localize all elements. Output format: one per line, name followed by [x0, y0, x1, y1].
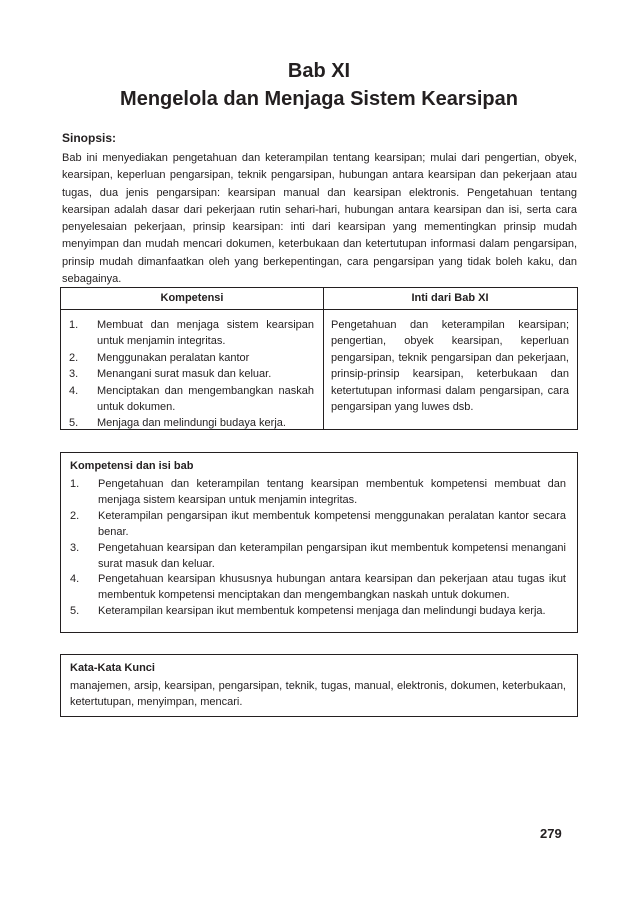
item-text: Keterampilan kearsipan ikut membentuk kompetensi menjaga dan melindungi budaya kerja. — [98, 605, 546, 618]
item-text: Menangani surat masuk dan keluar. — [97, 368, 272, 381]
synopsis-label: Sinopsis: — [62, 131, 117, 145]
list-item — [70, 541, 566, 573]
item-number: 1. — [69, 319, 79, 331]
header-inti: Inti dari Bab XI — [411, 292, 489, 304]
box-title: Kompetensi dan isi bab — [70, 460, 194, 472]
item-text: Membuat dan menjaga sistem kearsipan untuk menjamin integritas. — [97, 319, 314, 348]
keywords-text: manajemen, arsip, kearsipan, pengarsipan, teknik, tugas, manual, elektronis, dokumen, keterbukaan, ketertutupan, menyimpan, mencari. — [70, 680, 566, 708]
list-item — [69, 366, 314, 382]
item-text: Keterampilan pengarsipan ikut membentuk kompetensi menggunakan peralatan kantor secara benar. — [98, 509, 566, 538]
page-number: 279 — [540, 826, 562, 841]
table-header — [61, 288, 577, 310]
list-item — [70, 572, 566, 604]
item-number: 2. — [69, 351, 79, 364]
item-number: 2. — [70, 509, 80, 522]
kompetensi-isi-list — [70, 477, 566, 620]
list-item — [69, 350, 314, 366]
list-item — [70, 477, 566, 509]
item-number: 3. — [69, 368, 79, 381]
chapter-number: Bab XI — [287, 60, 351, 82]
kompetensi-table — [60, 287, 578, 430]
item-text: Pengetahuan kearsipan khususnya hubungan antara kearsipan dan pekerjaan atau tugas ikut membentuk kompetensi menciptakan dan mengembangkan naskah untuk dokumen. — [98, 573, 566, 602]
list-item — [70, 509, 566, 541]
kompetensi-list — [69, 317, 314, 432]
list-item — [69, 317, 314, 350]
chapter-title: Mengelola dan Menjaga Sistem Kearsipan — [120, 88, 518, 110]
item-text: Menggunakan peralatan kantor — [97, 351, 250, 364]
item-text: Menjaga dan melindungi budaya kerja. — [97, 417, 286, 430]
kompetensi-isi-box — [60, 452, 578, 633]
item-number: 4. — [69, 384, 79, 397]
box-title: Kata-Kata Kunci — [70, 662, 155, 674]
list-item — [69, 415, 314, 431]
item-number: 4. — [70, 573, 80, 586]
item-number: 5. — [69, 417, 79, 430]
item-text: Pengetahuan dan keterampilan tentang kearsipan membentuk kompetensi membuat dan menjaga sistem kearsipan untuk menjamin integritas. — [98, 478, 566, 506]
item-number: 3. — [70, 541, 80, 554]
kata-kunci-box — [60, 654, 578, 717]
item-number: 1. — [70, 478, 80, 490]
inti-text: Pengetahuan dan keterampilan kearsipan; pengertian, obyek kearsipan, keperluan pengarsipan, teknik pengarsipan dan pekerjaan, prinsip-prinsip kearsipan, keterbukaan dan ketertutupan informasi dalam pengarsipan, cara pengarsipan yang luwes dsb. — [331, 319, 569, 414]
column-divider — [323, 288, 324, 429]
item-number: 5. — [70, 605, 80, 618]
item-text: Menciptakan dan mengembangkan naskah untuk dokumen. — [97, 384, 314, 414]
item-text: Pengetahuan kearsipan dan keterampilan pengarsipan ikut membentuk kompetensi menangani surat masuk dan keluar. — [98, 541, 566, 570]
header-kompetensi: Kompetensi — [160, 292, 224, 304]
list-item — [69, 383, 314, 416]
synopsis-text: Bab ini menyediakan pengetahuan dan keterampilan tentang kearsipan; mulai dari pengertian, obyek, kearsipan, keperluan pengarsipan, teknik pengarsipan, hubungan antara kearsipan dan pekerjaan atau tugas, dua jenis pengarsipan: kearsipan manual dan kearsipan elektronis. Pengetahuan tentang kearsipan adalah dasar dari pekerjaan rutin sehari-hari, hubungan antara kearsipan dan isi, serta cara penyelesaian pekerjaan, prinsip kearsipan: inti dari kearsipan yang mementingkan prinsip mudah menyimpan dan mudah mencari dokumen, keterbukaan dan ketertutupan informasi dalam pengarsipan, prinsip mudah dimanfaatkan oleh yang berkepentingan, cara pengarsipan yang tidak boleh kaku, dan sebagainya. — [62, 152, 577, 286]
list-item — [70, 604, 566, 620]
